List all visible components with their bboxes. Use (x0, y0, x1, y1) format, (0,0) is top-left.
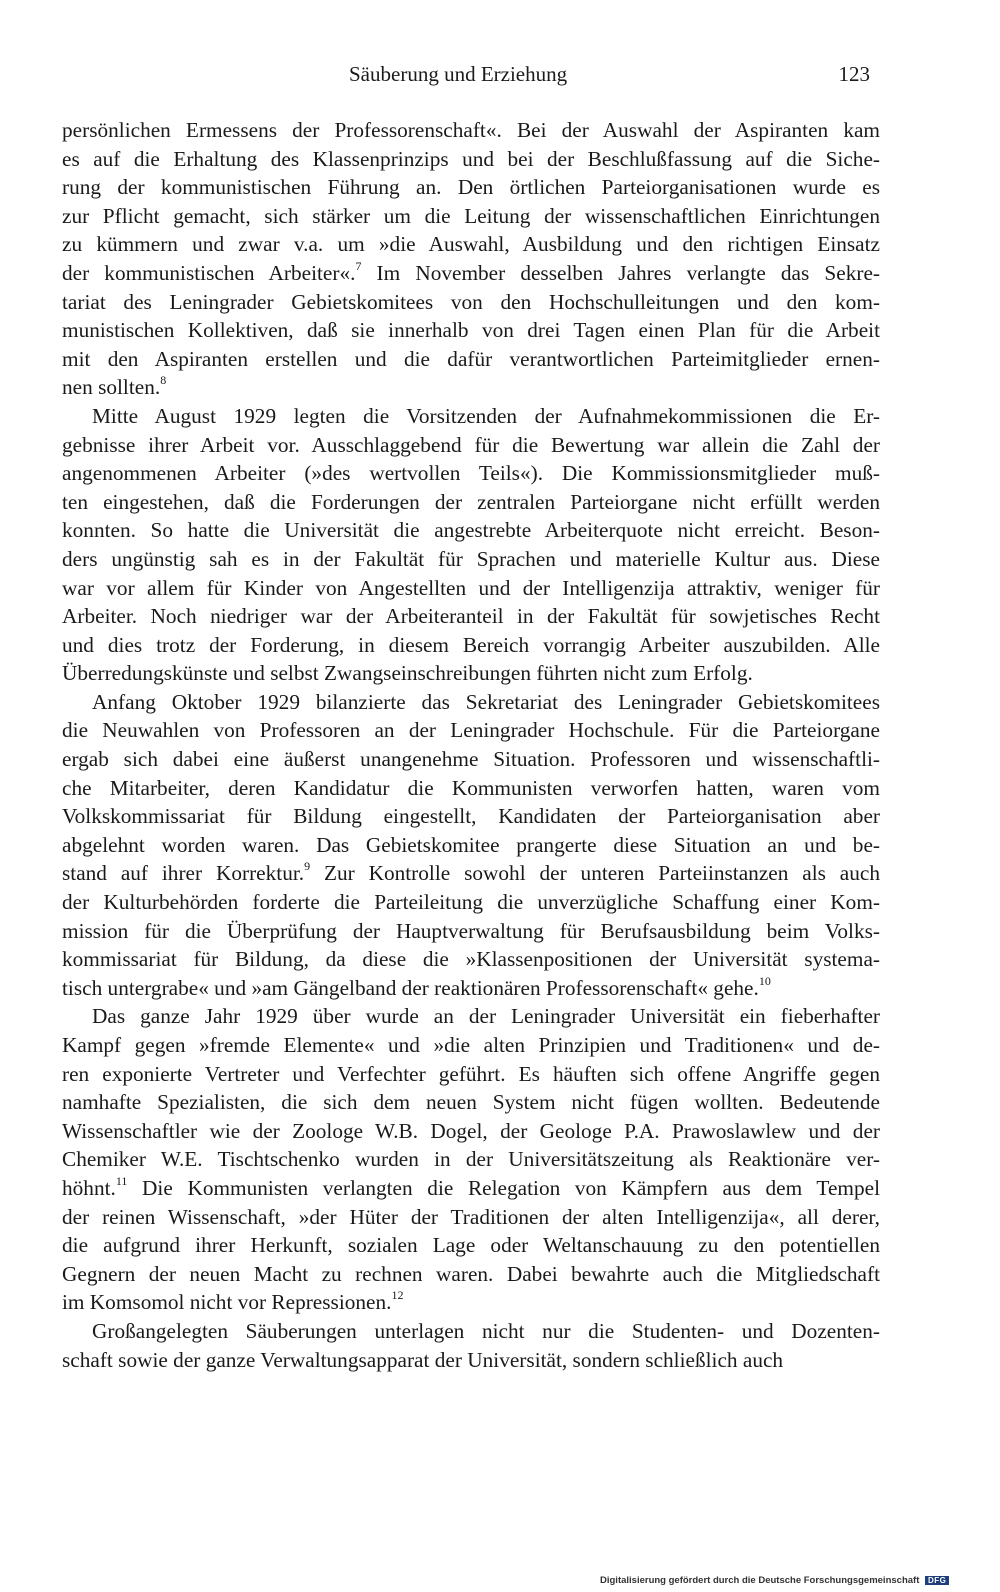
paragraph (62, 1317, 880, 1374)
text-line: Großangelegten Säuberungen unterlagen nicht nur die Studenten- und Dozenten- (92, 1318, 880, 1343)
text-line: gebnisse ihrer Arbeit vor. Ausschlaggebend für die Bewertung war allein die Zahl der (62, 432, 880, 457)
footnote-marker: 11 (115, 1173, 128, 1188)
text-line: ders ungünstig sah es in der Fakultät für Sprachen und materielle Kultur aus. Diese (62, 546, 880, 571)
text-line: rung der kommunistischen Führung an. Den örtlichen Parteiorganisationen wurde es (62, 175, 880, 200)
digitization-footer (600, 1575, 949, 1586)
text-line: schaft sowie der ganze Verwaltungsapparat der Universität, sondern schließlich auch (62, 1347, 784, 1372)
dfg-logo: DFG (925, 1576, 949, 1585)
page-number: 123 (838, 62, 870, 86)
footnote-marker: 7 (355, 258, 362, 273)
text-line: Arbeiter. Noch niedriger war der Arbeiteranteil in der Fakultät für sowjetisches Recht (62, 604, 880, 629)
text-line: ten eingestehen, daß die Forderungen der zentralen Parteiorgane nicht erfüllt werden (62, 489, 880, 514)
text-line: ren exponierte Vertreter und Verfechter geführt. Es häuften sich offene Angriffe gegen (62, 1061, 880, 1086)
body-text (62, 116, 880, 1374)
text-line: ergab sich dabei eine äußerst unangenehme Situation. Professoren und wissenschaftli- (62, 747, 880, 772)
running-title: Säuberung und Erziehung (349, 62, 568, 86)
text-line: im Komsomol nicht vor Repressionen.$^{12}$ (62, 1288, 404, 1315)
text-line: war vor allem für Kinder von Angestellten und der Intelligenzija attraktiv, weniger für (62, 575, 880, 600)
paragraph (62, 688, 880, 1003)
text-line: und dies trotz der Forderung, in diesem Bereich vorrangig Arbeiter auszubilden. Alle (62, 632, 880, 657)
text-line: der reinen Wissenschaft, »der Hüter der Traditionen der alten Intelligenzija«, all derer, (62, 1204, 880, 1229)
text-line: stand auf ihrer Korrektur.$^9$ Zur Kontrolle sowohl der unteren Parteiinstanzen als auch (62, 859, 880, 886)
text-line: die aufgrund ihrer Herkunft, sozialen Lage oder Weltanschauung zu den potentiellen (62, 1233, 880, 1258)
paragraph (62, 402, 880, 688)
text-line: Das ganze Jahr 1929 über wurde an der Leningrader Universität ein fieberhafter (92, 1004, 880, 1029)
text-line: höhnt.$^{11}$ Die Kommunisten verlangten die Relegation von Kämpfern aus dem Tempel (62, 1173, 880, 1200)
text-line: mit den Aspiranten erstellen und die dafür verantwortlichen Parteimitglieder ernen- (62, 346, 880, 371)
text-line: Gegnern der neuen Macht zu rechnen waren. Dabei bewahrte auch die Mitgliedschaft (62, 1261, 880, 1286)
text-line: munistischen Kollektiven, daß sie innerhalb von drei Tagen einen Plan für die Arbeit (62, 318, 880, 343)
text-line: Volkskommissariat für Bildung eingestellt, Kandidaten der Parteiorganisation aber (62, 804, 880, 829)
text-line: die Neuwahlen von Professoren an der Leningrader Hochschule. Für die Parteiorgane (62, 718, 880, 743)
text-line: Mitte August 1929 legten die Vorsitzenden der Aufnahmekommissionen die Er- (92, 403, 880, 428)
text-line: tisch untergrabe« und »am Gängelband der reaktionären Professorenschaft« gehe.$^{10}$ (62, 973, 771, 1000)
text-line: Chemiker W.E. Tischtschenko wurden in der Universitätszeitung als Reaktionäre ver- (62, 1147, 880, 1172)
text-line: kommissariat für Bildung, da diese die »Klassenpositionen der Universität systema- (62, 947, 880, 972)
text-line: zur Pflicht gemacht, sich stärker um die Leitung der wissenschaftlichen Einrichtungen (62, 203, 880, 228)
paragraph (62, 1002, 880, 1317)
text-line: Wissenschaftler wie der Zoologe W.B. Dogel, der Geologe P.A. Prawoslawlew und der (62, 1118, 880, 1143)
text-line: der Kulturbehörden forderte die Parteileitung die unverzügliche Schaffung einer Kom- (62, 890, 880, 915)
text-line: nen sollten.$^8$ (62, 373, 167, 400)
footnote-marker: 8 (160, 373, 167, 388)
footnote-marker: 9 (304, 859, 311, 874)
footnote-marker: 10 (758, 973, 771, 988)
page-header (62, 62, 870, 96)
digitization-note: Digitalisierung gefördert durch die Deutsche Forschungsgemeinschaft (600, 1575, 920, 1586)
text-line: mission für die Überprüfung der Hauptverwaltung für Berufsausbildung beim Volks- (62, 918, 880, 943)
text-line: persönlichen Ermessens der Professorenschaft«. Bei der Auswahl der Aspiranten kam (62, 118, 880, 142)
paragraph (62, 116, 880, 402)
text-line: abgelehnt worden waren. Das Gebietskomitee prangerte diese Situation an und be- (62, 832, 880, 857)
text-line: Kampf gegen »fremde Elemente« und »die alten Prinzipien und Traditionen« und de- (62, 1033, 880, 1057)
text-line: che Mitarbeiter, deren Kandidatur die Kommunisten verworfen hatten, waren vom (62, 775, 880, 800)
text-line: der kommunistischen Arbeiter«.$^7$ Im November desselben Jahres verlangte das Sekre- (62, 258, 880, 285)
text-line: namhafte Spezialisten, die sich dem neuen System nicht fügen wollten. Bedeutende (62, 1090, 880, 1115)
text-line: konnten. So hatte die Universität die angestrebte Arbeiterquote nicht erreicht. Beson- (62, 518, 880, 543)
footnote-marker: 12 (391, 1288, 404, 1303)
text-line: es auf die Erhaltung des Klassenprinzips und bei der Beschlußfassung auf die Siche- (62, 146, 880, 171)
text-line: tariat des Leningrader Gebietskomitees von den Hochschulleitungen und den kom- (62, 289, 880, 314)
text-line: Anfang Oktober 1929 bilanzierte das Sekretariat des Leningrader Gebietskomitees (92, 689, 880, 714)
text-line: Überredungskünste und selbst Zwangseinschreibungen führten nicht zum Erfolg. (62, 661, 753, 686)
text-line: angenommenen Arbeiter (»des wertvollen Teils«). Die Kommissionsmitglieder muß- (62, 461, 880, 486)
text-line: zu kümmern und zwar v.a. um »die Auswahl, Ausbildung und den richtigen Einsatz (62, 232, 880, 257)
